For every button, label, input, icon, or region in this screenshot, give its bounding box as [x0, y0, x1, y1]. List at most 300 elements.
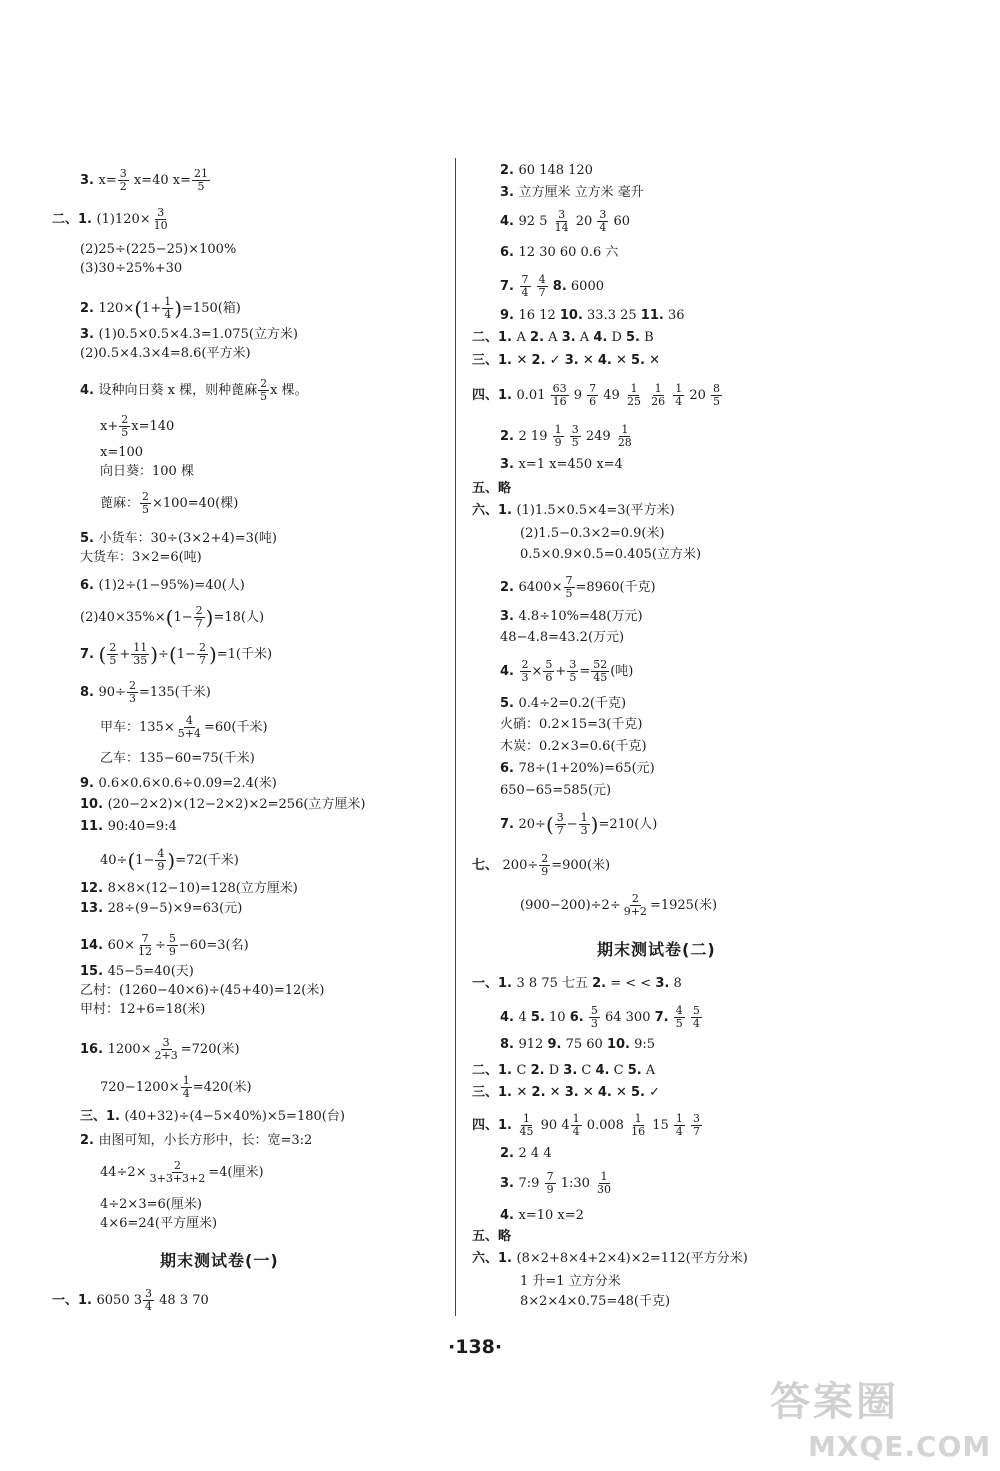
answer-text: 2 4 4 — [518, 1146, 552, 1161]
answer-text: A — [544, 330, 562, 345]
watermark — [770, 1370, 995, 1470]
question-number: 四、1. — [472, 388, 517, 403]
denominator: 5 — [565, 587, 573, 600]
question-number: 2. — [500, 1146, 519, 1161]
question-number: 8. — [80, 685, 99, 700]
answer-line — [472, 853, 610, 878]
answer-text: − — [566, 817, 578, 832]
answer-line — [80, 1108, 345, 1126]
answer-line — [500, 1171, 614, 1196]
answer-text: (2)1.5−0.3×2=0.9(米) — [520, 526, 665, 541]
answer-text: =135(千米) — [138, 685, 211, 700]
fraction — [176, 715, 203, 740]
answer-text: 12 30 60 0.6 六 — [518, 245, 619, 260]
denominator: 9 — [541, 865, 549, 878]
question-number: 4. — [597, 1085, 612, 1100]
watermark-url: MXQE.COM — [808, 1430, 992, 1463]
section-title: 期末测试卷(二) — [597, 940, 716, 959]
denominator: 5 — [109, 654, 117, 667]
denominator: 4 — [145, 1300, 153, 1313]
question-number: 3. — [80, 173, 99, 188]
question-number: 六、1. — [472, 503, 517, 518]
denominator: 3 — [521, 671, 529, 684]
fraction — [140, 491, 151, 516]
big-paren: ) — [150, 642, 159, 667]
numerator: 7 — [521, 273, 529, 286]
answer-line — [80, 241, 236, 259]
answer-text: 6050 3 — [96, 1293, 143, 1308]
answer-text: 4.8÷10%=48(万元) — [518, 609, 643, 624]
answer-text: 木炭：0.2×3=0.6(千克) — [500, 739, 647, 754]
fraction — [551, 383, 569, 408]
answer-text: 0.01 — [516, 388, 550, 403]
answer-line — [472, 502, 675, 520]
answer-text: + — [119, 647, 131, 662]
numerator: 3 — [556, 811, 564, 824]
denominator: 12 — [138, 945, 152, 958]
answer-line — [80, 963, 194, 981]
answer-text: ÷ — [155, 938, 166, 953]
fraction — [518, 1113, 536, 1138]
numerator: 7 — [565, 574, 573, 587]
answer-line — [80, 168, 211, 193]
numerator: 2 — [195, 604, 203, 617]
denominator: 5 — [569, 671, 577, 684]
numerator: 5 — [590, 1004, 598, 1017]
question-number: 二、1. — [472, 1063, 517, 1078]
question-number: 2. — [80, 1133, 99, 1148]
answer-text: × — [531, 664, 543, 679]
numerator: 4 — [185, 714, 193, 727]
denominator: 4 — [164, 308, 172, 321]
answer-line — [472, 1084, 660, 1102]
answer-text: =1(千米) — [216, 647, 273, 662]
answer-text: 44÷2× — [100, 1165, 147, 1180]
answer-text: 0.008 — [582, 1118, 629, 1133]
big-paren: ) — [208, 642, 217, 667]
answer-line — [500, 209, 630, 234]
answer-text: 64 300 — [600, 1010, 655, 1025]
question-number: 10. — [80, 797, 108, 812]
denominator: 9 — [157, 860, 165, 873]
question-number: 二、1. — [52, 212, 97, 227]
answer-text: ✕ — [578, 353, 598, 368]
fraction — [143, 1288, 154, 1313]
answer-line — [500, 760, 655, 778]
denominator: 5 — [713, 395, 721, 408]
denominator: 14 — [554, 221, 569, 234]
answer-text: 10 — [544, 1010, 570, 1025]
fraction — [674, 1005, 685, 1030]
answer-text: 90÷ — [98, 685, 126, 700]
answer-text: 912 — [518, 1037, 548, 1052]
answer-line — [100, 1075, 252, 1100]
question-number: 3. — [564, 353, 579, 368]
answer-text: 0.6×0.6×0.6÷0.09=2.4(米) — [98, 776, 277, 791]
question-number: 3. — [561, 330, 576, 345]
denominator: 30 — [597, 1183, 612, 1196]
question-number: 4. — [500, 664, 519, 679]
answer-text — [565, 429, 569, 444]
answer-text: A — [516, 330, 531, 345]
answer-line — [100, 750, 255, 768]
answer-text: = < < — [606, 976, 656, 991]
answer-line — [52, 1288, 209, 1313]
denominator: 4 — [572, 1125, 580, 1138]
fraction — [589, 1005, 600, 1030]
answer-text: 设种向日葵 x 棵，则种蓖麻 — [98, 383, 258, 398]
answer-line — [80, 296, 241, 321]
answer-text: (2)40×35%× — [80, 610, 166, 625]
answer-text: ✕ — [545, 1085, 565, 1100]
numerator: 1 — [580, 811, 588, 824]
numerator: 1 — [523, 1112, 531, 1125]
question-number: 2. — [592, 976, 607, 991]
question-number: 11. — [80, 819, 108, 834]
answer-line — [500, 1207, 584, 1225]
fraction — [673, 383, 684, 408]
answer-line — [500, 659, 633, 684]
answer-text: =72(千米) — [175, 853, 239, 868]
denominator: 3 — [580, 824, 588, 837]
answer-text: 40÷ — [100, 853, 128, 868]
answer-line — [500, 1005, 703, 1030]
answer-text: 48 3 70 — [155, 1293, 209, 1308]
answer-text: (1)1.5×0.5×4=3(平方米) — [516, 503, 675, 518]
question-number: 9. — [547, 1037, 562, 1052]
answer-text: 0.5×0.9×0.5=0.405(立方米) — [520, 547, 702, 562]
answer-line — [100, 491, 238, 516]
fraction — [595, 1171, 613, 1196]
answer-text: (20−2×2)×(12−2×2)×2=256(立方厘米) — [107, 797, 366, 812]
question-number: 3. — [563, 1063, 578, 1078]
denominator: 2+3 — [154, 1049, 178, 1062]
fraction — [625, 383, 643, 408]
answer-text: x=40 x= — [129, 173, 192, 188]
answer-text — [686, 1010, 690, 1025]
denominator: 16 — [631, 1125, 646, 1138]
answer-line — [100, 1196, 202, 1214]
answer-line — [500, 812, 657, 837]
question-number: 2. — [531, 353, 546, 368]
answer-line — [500, 456, 623, 474]
question-number: 2. — [530, 330, 545, 345]
fraction — [155, 848, 166, 873]
answer-text: 45−5=40(天) — [107, 964, 194, 979]
numerator: 3 — [145, 1287, 153, 1300]
answer-text: ✓ — [645, 1085, 661, 1100]
question-number: 16. — [80, 1042, 108, 1057]
denominator: 4 — [182, 1087, 190, 1100]
answer-line — [472, 1250, 748, 1268]
fraction — [131, 642, 149, 667]
denominator: 2 — [119, 180, 127, 193]
fraction — [520, 659, 531, 684]
question-number: 2. — [530, 1063, 545, 1078]
answer-text: x 棵。 — [270, 383, 308, 398]
question-number: 5. — [500, 696, 519, 711]
fraction — [153, 1037, 180, 1062]
fraction — [136, 933, 154, 958]
fraction — [107, 642, 118, 667]
answer-text: 720−1200× — [100, 1080, 180, 1095]
answer-text: 1+ — [142, 301, 162, 316]
fraction — [258, 378, 269, 403]
answer-line — [500, 162, 593, 180]
answer-line — [520, 1273, 621, 1291]
answer-text: 249 — [581, 429, 615, 444]
fraction — [539, 853, 550, 878]
numerator: 3 — [571, 423, 579, 436]
answer-text: 650−65=585(元) — [500, 783, 612, 798]
denominator: 7 — [538, 286, 546, 299]
question-number: 8. — [552, 279, 567, 294]
denominator: 7 — [198, 654, 206, 667]
answer-text — [668, 388, 672, 403]
answer-line — [472, 1062, 655, 1080]
question-number: 9. — [80, 776, 99, 791]
answer-line — [80, 549, 202, 567]
question-number: 6. — [500, 245, 519, 260]
answer-text: −60=3(名) — [178, 938, 249, 953]
denominator: 45 — [593, 671, 608, 684]
numerator: 4 — [675, 1004, 683, 1017]
answer-text: 4 — [518, 1010, 531, 1025]
answer-line — [80, 1001, 205, 1019]
answer-line — [500, 244, 618, 262]
numerator: 5 — [545, 658, 553, 671]
answer-text: =1925(米) — [649, 898, 718, 913]
question-number: 5. — [80, 531, 99, 546]
answer-line — [80, 933, 249, 958]
denominator: 7 — [693, 1125, 701, 1138]
question-number: 5. — [626, 330, 640, 345]
answer-text: A — [575, 330, 594, 345]
numerator: 1 — [675, 1112, 683, 1125]
answer-text: 49 — [599, 388, 624, 403]
answer-line — [500, 1145, 552, 1163]
fraction — [553, 209, 571, 234]
question-number: 9. — [500, 308, 519, 323]
answer-text: + — [555, 664, 567, 679]
answer-text: 28÷(9−5)×9=63(元) — [107, 901, 243, 916]
question-number: 4. — [80, 383, 99, 398]
fraction — [579, 812, 590, 837]
question-number: 3. — [500, 1176, 519, 1191]
question-number: 3. — [80, 327, 99, 342]
denominator: 4 — [599, 221, 607, 234]
question-number: 12. — [80, 881, 108, 896]
numerator: 1 — [654, 382, 662, 395]
numerator: 3 — [157, 206, 165, 219]
fraction — [181, 1075, 192, 1100]
left-column — [52, 0, 447, 1471]
answer-text: 1200× — [107, 1042, 152, 1057]
answer-text: ✕ — [516, 353, 532, 368]
numerator: 2 — [121, 413, 129, 426]
big-paren: ( — [165, 605, 174, 630]
numerator: 1 — [600, 1170, 608, 1183]
answer-line — [520, 525, 665, 543]
answer-text: C — [577, 1063, 596, 1078]
fraction — [167, 933, 178, 958]
big-paren: ( — [98, 642, 107, 667]
answer-text: =210(人) — [598, 817, 658, 832]
answer-text: (2)25÷(225−25)×100% — [80, 242, 237, 257]
answer-line — [472, 1228, 511, 1246]
answer-text: =900(米) — [551, 858, 611, 873]
section-title: 期末测试卷(一) — [160, 1251, 279, 1270]
answer-text: 小货车：30÷(3×2+4)=3(吨) — [98, 531, 277, 546]
numerator: 3 — [599, 208, 607, 221]
answer-text: 4÷2×3=6(厘米) — [100, 1197, 202, 1212]
answer-line — [80, 1132, 312, 1150]
fraction — [691, 1113, 702, 1138]
numerator: 5 — [692, 1004, 700, 1017]
answer-line — [80, 680, 211, 705]
answer-text: 48−4.8=43.2(万元) — [500, 630, 625, 645]
numerator: 5 — [168, 932, 176, 945]
numerator: 3 — [162, 1036, 170, 1049]
answer-text: 8×2×4×0.75=48(千克) — [520, 1294, 671, 1309]
denominator: 5 — [121, 426, 129, 439]
answer-line — [80, 982, 324, 1000]
denominator: 3 — [128, 692, 136, 705]
answer-text: x=1 x=450 x=4 — [518, 457, 623, 472]
answer-line — [80, 345, 251, 363]
question-number: 3. — [655, 976, 670, 991]
fraction — [571, 1113, 582, 1138]
denominator: 6 — [545, 671, 553, 684]
answer-text: (吨) — [610, 664, 634, 679]
fraction — [119, 414, 130, 439]
numerator: 7 — [589, 382, 597, 395]
fraction — [587, 383, 598, 408]
numerator: 3 — [569, 658, 577, 671]
numerator: 1 — [634, 1112, 642, 1125]
answer-line — [500, 716, 642, 734]
question-number: 4. — [500, 1208, 519, 1223]
fraction — [570, 424, 581, 449]
answer-line — [80, 605, 264, 630]
answer-text: 6400× — [518, 580, 563, 595]
denominator: 4 — [692, 1017, 700, 1030]
answer-text: 7:9 — [518, 1176, 544, 1191]
fraction — [622, 893, 649, 918]
answer-line — [80, 818, 177, 836]
answer-line — [80, 530, 277, 548]
answer-text: ✕ — [611, 1085, 632, 1100]
denominator: 4 — [521, 286, 529, 299]
fraction — [616, 424, 634, 449]
answer-line — [500, 695, 626, 713]
answer-text: (1)120× — [96, 212, 151, 227]
question-number: 六、1. — [472, 1251, 517, 1266]
denominator: 10 — [153, 219, 168, 232]
column-divider — [455, 158, 456, 1316]
question-number: 7. — [80, 647, 99, 662]
answer-line — [472, 1113, 703, 1138]
answer-text: 0.4÷2=0.2(千克) — [518, 696, 627, 711]
denominator: 5 — [197, 180, 205, 193]
question-number: 14. — [80, 938, 108, 953]
answer-text: (3)30÷25%+30 — [80, 261, 183, 276]
answer-text: 2 19 — [518, 429, 552, 444]
answer-text: 大货车：3×2=6(吨) — [80, 550, 202, 565]
fraction — [148, 1160, 208, 1185]
question-number: 7. — [500, 279, 519, 294]
denominator: 26 — [651, 395, 666, 408]
answer-text: =150(箱) — [182, 301, 241, 316]
answer-text: 20 — [571, 214, 597, 229]
denominator: 5+4 — [177, 727, 201, 740]
denominator: 4 — [675, 395, 683, 408]
answer-line — [472, 383, 723, 408]
answer-line — [500, 424, 635, 449]
answer-text: 1− — [173, 610, 193, 625]
answer-text — [584, 1010, 588, 1025]
answer-line — [500, 1036, 655, 1054]
answer-text: =420(米) — [192, 1080, 252, 1095]
big-paren: ( — [134, 296, 143, 321]
answer-text: 120× — [98, 301, 135, 316]
answer-text: 1− — [176, 647, 196, 662]
answer-text: =4(厘米) — [208, 1165, 264, 1180]
answer-line — [100, 414, 174, 439]
answer-line — [80, 577, 245, 595]
question-number: 五、略 — [472, 1229, 512, 1244]
answer-line — [500, 782, 611, 800]
answer-text: 20 — [685, 388, 711, 403]
answer-text: 甲村：12+6=18(米) — [80, 1002, 206, 1017]
answer-text: (40+32)÷(4−5×40%)×5=180(台) — [124, 1109, 345, 1124]
fraction — [555, 812, 566, 837]
answer-text: 4×6=24(平方厘米) — [100, 1216, 218, 1231]
answer-text: 20÷ — [518, 817, 546, 832]
fraction — [543, 659, 554, 684]
fraction — [118, 168, 129, 193]
answer-text: ✕ — [578, 1085, 598, 1100]
fraction — [591, 659, 609, 684]
question-number: 二、1. — [472, 330, 517, 345]
answer-text: (900−200)÷2÷ — [520, 898, 621, 913]
answer-text: ✕ — [516, 1085, 532, 1100]
question-number: 10. — [606, 1037, 630, 1052]
question-number: 七、 — [472, 858, 503, 873]
answer-text: A — [641, 1063, 656, 1078]
fraction — [152, 207, 170, 232]
answer-text: 8 — [669, 976, 682, 991]
question-number: 4. — [595, 1063, 610, 1078]
big-paren: ) — [590, 812, 599, 837]
fraction — [162, 296, 173, 321]
question-number: 一、1. — [472, 976, 517, 991]
answer-text: 1 升=1 立方分米 — [520, 1274, 621, 1289]
fraction — [553, 424, 564, 449]
question-number: 6. — [569, 1010, 584, 1025]
fraction — [691, 1005, 702, 1030]
fraction — [545, 1171, 556, 1196]
answer-text: D — [607, 330, 626, 345]
answer-line — [80, 1037, 240, 1062]
answer-text: 1:30 — [556, 1176, 595, 1191]
answer-text: 火硝：0.2×15=3(千克) — [500, 717, 643, 732]
answer-text: 15 — [648, 1118, 673, 1133]
numerator: 11 — [133, 641, 148, 654]
answer-text: x=10 x=2 — [518, 1208, 584, 1223]
answer-text: C — [609, 1063, 628, 1078]
answer-text: 8×8×(12−10)=128(立方厘米) — [107, 881, 298, 896]
